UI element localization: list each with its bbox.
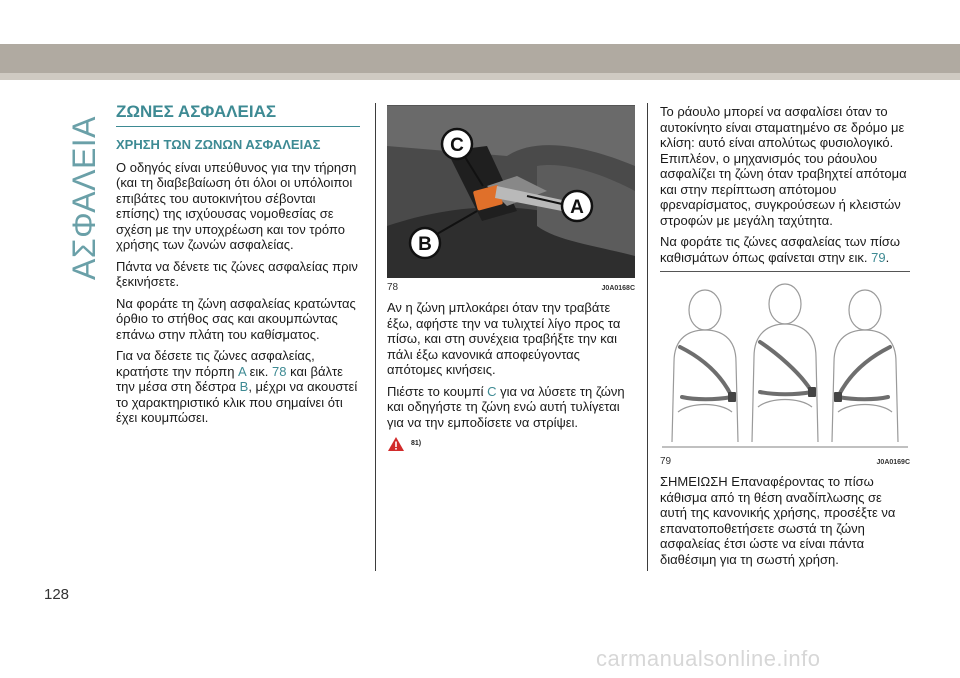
figure-78 <box>387 105 635 278</box>
watermark: carmanualsonline.info <box>596 646 821 671</box>
page-number: 128 <box>44 586 70 603</box>
section-subtitle: ΧΡΗΣΗ ΤΩΝ ΖΩΝΩΝ ΑΣΦΑΛΕΙΑΣ <box>116 137 321 152</box>
callout-b: B <box>418 234 432 255</box>
text: Για να δέσετε τις ζώνες ασφαλείας, κρατήστε την πόρπη <box>116 348 315 379</box>
ref-button-c: C <box>487 383 497 399</box>
paragraph: Αν η ζώνη μπλοκάρει όταν την τραβάτε έξω, αφήστε την να τυλιχτεί λίγο προς τα πίσω, και στη συνέχεια τραβήξτε την και πάλι έξω κανονικά αποφεύγοντας απότομες κινήσεις. <box>387 300 621 377</box>
figure-number: 78 <box>387 282 399 293</box>
text: και βάλτε την μέσα στη δέστρα <box>116 363 343 394</box>
paragraph: Ο οδηγός είναι υπεύθυνος για την τήρηση (και τη διαβεβαίωση ότι όλοι οι υπόλοιποι επιβάτες του αυτοκινήτου σέβονται επίσης) της ισχύουσας νομοθεσίας σε σχέση με την υποχρέωση και τον τρόπο χρήσης των ζωνών ασφαλείας. <box>116 159 357 252</box>
figure-79 <box>660 271 910 452</box>
callout-a: A <box>570 197 584 218</box>
warning-icon <box>387 436 405 452</box>
column-1 <box>116 102 360 432</box>
text: Πιέστε το κουμπί <box>387 383 488 399</box>
section-title: ΖΩΝΕΣ ΑΣΦΑΛΕΙΑΣ <box>116 102 360 127</box>
column-divider <box>647 103 648 571</box>
header-stripe-light <box>0 73 960 80</box>
header-band <box>0 0 960 100</box>
figure-number: 79 <box>660 456 672 467</box>
text: για να λύσετε τη ζώνη και οδηγήστε τη ζώνη ενώ αυτή τυλίγεται για να την εμποδίσετε να στρίψει. <box>387 383 625 430</box>
column-2 <box>387 105 635 452</box>
warning-reference[interactable] <box>387 436 635 452</box>
rear-seat-belts-illustration <box>660 272 910 452</box>
ref-latch-b: B <box>239 379 249 394</box>
column-divider <box>375 103 376 571</box>
header-stripe <box>0 44 960 73</box>
column-3 <box>660 104 910 573</box>
text: Να φοράτε τις ζώνες ασφαλείας των πίσω καθισμάτων όπως φαίνεται στην εικ. <box>660 234 901 265</box>
paragraph: Να φοράτε τη ζώνη ασφαλείας κρατώντας όρθιο το στήθος σας και ακουμπώντας επάνω στην πλάτη του καθίσματος. <box>116 295 356 342</box>
figure-code: J0A0168C <box>601 285 635 292</box>
figure-78-caption <box>387 278 635 294</box>
text: , μέχρι να ακουστεί το χαρακτηριστικό κλικ που σημαίνει ότι έχει κουμπώσει. <box>116 379 358 425</box>
paragraph-rear-seats <box>660 234 910 265</box>
paragraph-note: ΣΗΜΕΙΩΣΗ Επαναφέροντας το πίσω κάθισμα από τη θέση αναδίπλωσης σε αυτή της κανονικής χρήσης, προσέξτε να επανατοποθετήσετε σωστά τη ζώνη ασφαλείας έτσι ώστε να είναι πάντα διαθέσιμη για τη σωστή χρήση. <box>660 474 896 567</box>
ref-figure-78[interactable]: 78 <box>272 363 287 379</box>
paragraph-release <box>387 384 635 431</box>
chapter-side-label-text: ΑΣΦΑΛΕΙΑ <box>66 115 102 280</box>
seatbelt-buckle-illustration <box>387 106 635 278</box>
figure-code: J0A0169C <box>876 459 910 466</box>
paragraph: Πάντα να δένετε τις ζώνες ασφαλείας πριν ξεκινήσετε. <box>116 258 358 289</box>
ref-buckle-a: A <box>238 363 247 379</box>
warning-ref-text: 81) <box>411 440 422 448</box>
figure-79-caption <box>660 452 910 468</box>
paragraph: Το ράουλο μπορεί να ασφαλίσει όταν το αυτοκίνητο είναι σταματημένο σε δρόμο με κλίση: αυτό είναι απολύτως φυσιολογικό. Επιπλέον, ο μηχανισμός του ράουλου ασφαλίζει τη ζώνη όταν τραβηχτεί απότομα και στην περίπτωση απότομου φρεναρίσματος, συγκρούσεων ή κλειστών στροφών με μεγάλη ταχύτητα. <box>660 104 907 228</box>
callout-c: C <box>450 135 464 156</box>
text: . <box>885 249 890 265</box>
ref-figure-79[interactable]: 79 <box>871 249 886 265</box>
paragraph-fastening <box>116 348 360 426</box>
chapter-side-label <box>58 100 102 280</box>
text: εικ. <box>246 363 273 379</box>
